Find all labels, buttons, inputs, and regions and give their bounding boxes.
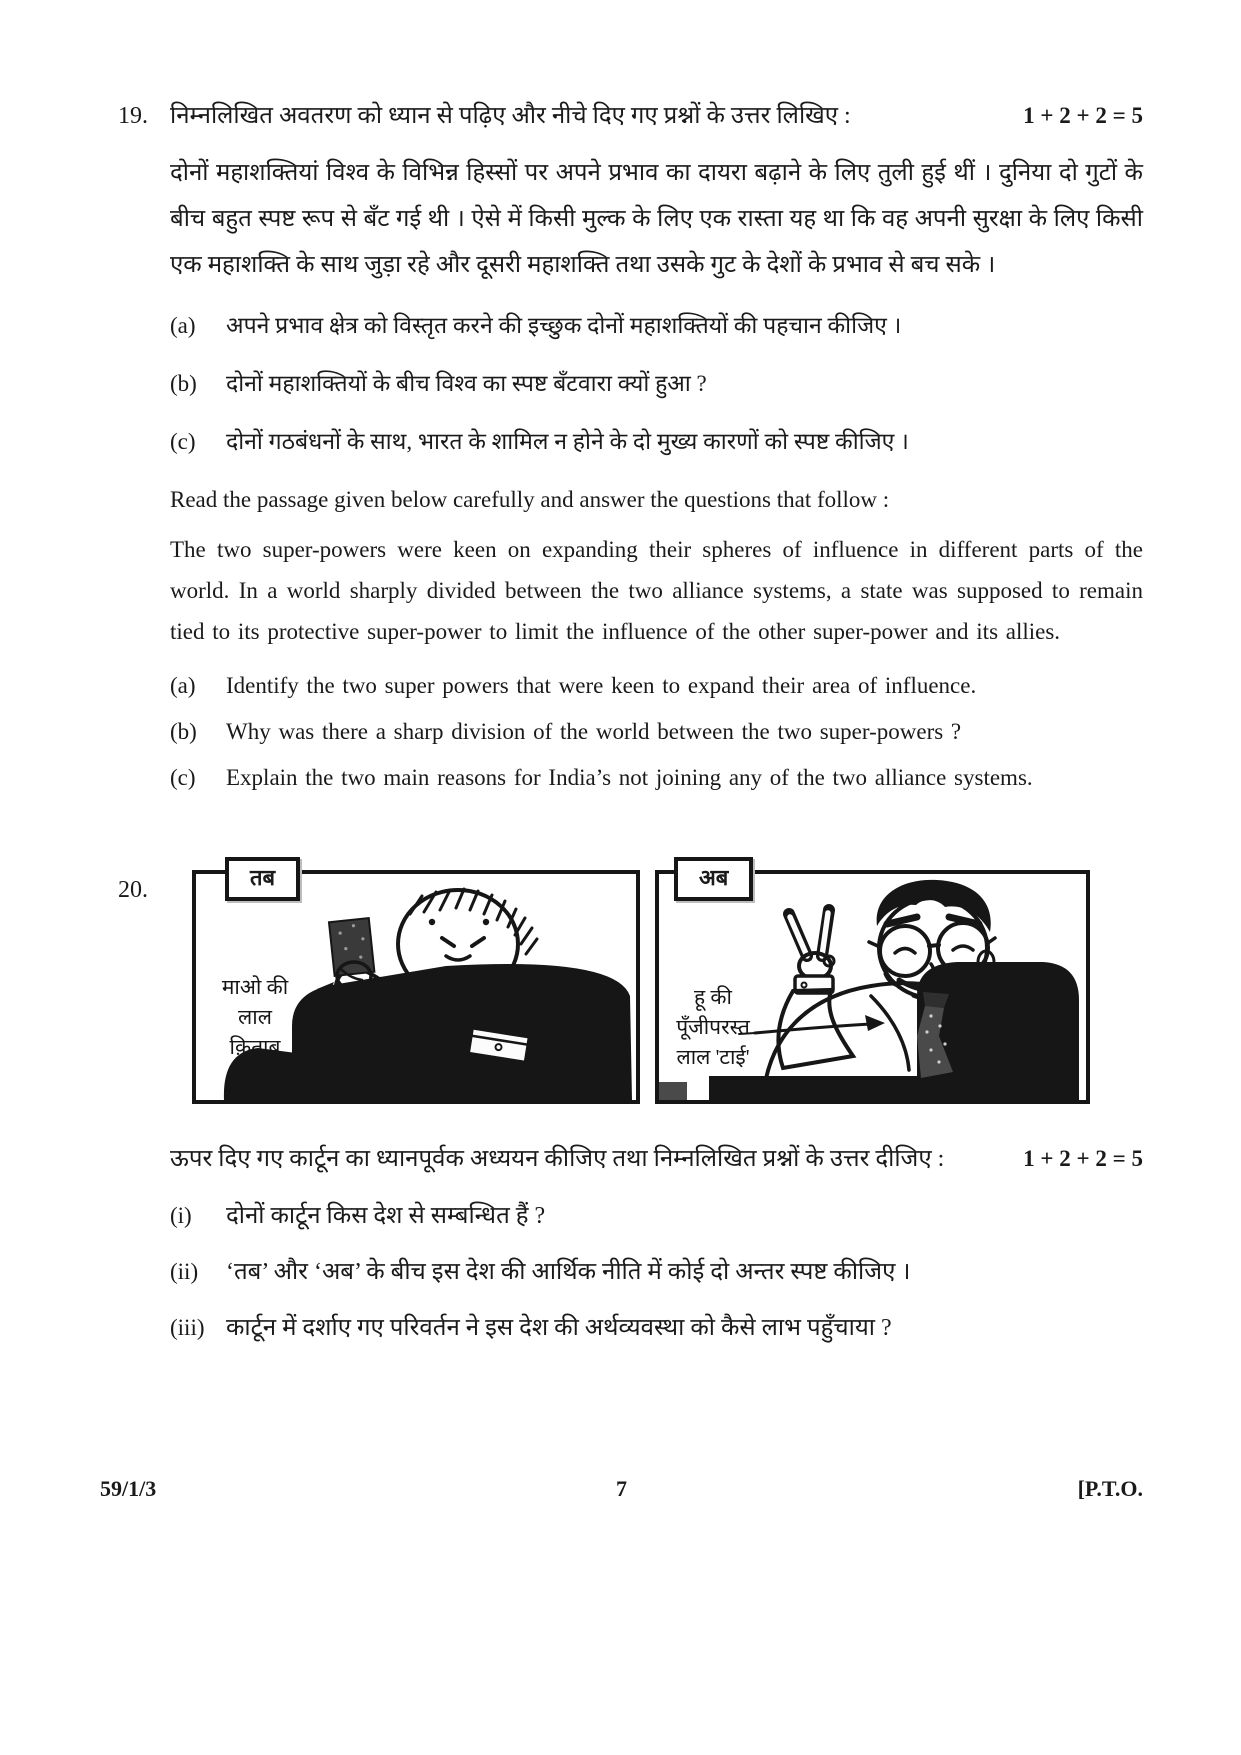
- subquestion-text: अपने प्रभाव क्षेत्र को विस्तृत करने की इच्छुक दोनों महाशक्तियों की पहचान कीजिए ।: [226, 313, 902, 338]
- paper-code: 59/1/3: [100, 1476, 157, 1501]
- q20-cartoons: [192, 865, 1090, 1104]
- q19-marks: 1 + 2 + 2 = 5: [1023, 103, 1143, 128]
- q19-number: 19.: [118, 103, 148, 129]
- cartoon-panel-now: [655, 865, 1090, 1104]
- caption-line: लाल: [238, 1005, 272, 1029]
- subquestion-text: Identify the two super powers that were keen to expand their area of influence.: [226, 673, 977, 698]
- caption-mao-red-book: [210, 972, 300, 1062]
- q19-subquestion-english-b: [170, 714, 1143, 750]
- angry-brow: [472, 938, 484, 946]
- q19-passage-english: The two super-powers were keen on expanding their spheres of influence in different parts of the world. In a world sharply divided between the two alliance systems, a state was supposed to remain tied to its protective super-power to limit the influence of the other super-power and its allies.: [170, 537, 1143, 644]
- q20-marks: 1 + 2 + 2 = 5: [1023, 1146, 1143, 1171]
- caption-line: क़िताब: [229, 1035, 281, 1059]
- pto-label: [P.T.O.: [1077, 1476, 1143, 1501]
- eye: [429, 919, 435, 925]
- q20-intro-row: [118, 1140, 1143, 1178]
- subquestion-label: (c): [170, 765, 196, 790]
- subquestion-label: (a): [170, 673, 196, 698]
- tab-now-label: अब: [674, 857, 753, 901]
- desk-corner-shape: [659, 1082, 687, 1100]
- cartoon-panel-then: [192, 865, 640, 1104]
- q20-intro-hindi: ऊपर दिए गए कार्टून का ध्यानपूर्वक अध्ययन कीजिए तथा निम्नलिखित प्रश्नों के उत्तर दीजिए :: [170, 1146, 945, 1172]
- lapel-line: [871, 996, 909, 1070]
- q19-passage-hindi: दोनों महाशक्तियां विश्व के विभिन्न हिस्सों पर अपने प्रभाव का दायरा बढ़ाने के लिए तुली हुई थीं । दुनिया दो गुटों के बीच बहुत स्पष्ट रूप से बँट गई थी । ऐसे में किसी मुल्क के लिए एक रास्ता यह था कि वह अपनी सुरक्षा के लिए किसी एक महाशक्ति के साथ जुड़ा रहे और दूसरी महाशक्ति तथा उसके गुट के देशों के प्रभाव से बच सके ।: [170, 160, 1143, 278]
- q20-subquestion-i: [170, 1198, 1143, 1234]
- q19-subquestion-hindi-a: [170, 308, 1143, 343]
- glasses-lens: [880, 926, 930, 976]
- glasses-temple: [988, 938, 995, 943]
- page-footer: [100, 1476, 1143, 1502]
- subquestion-text: कार्टून में दर्शाए गए परिवर्तन ने इस देश की अर्थव्यवस्था को कैसे लाभ पहुँचाया ?: [226, 1315, 892, 1341]
- q19-subquestion-hindi-c: [170, 424, 1143, 459]
- q20-subquestion-iii: [170, 1310, 1143, 1346]
- caption-line: पूँजीपरस्त: [676, 1015, 750, 1039]
- q19-subquestion-hindi-b: [170, 366, 1143, 401]
- subquestion-text: दोनों गठबंधनों के साथ, भारत के शामिल न होने के दो मुख्य कारणों को स्पष्ट कीजिए ।: [226, 429, 909, 454]
- subquestion-text: दोनों महाशक्तियों के बीच विश्व का स्पष्ट बँटवारा क्यों हुआ ?: [226, 371, 707, 396]
- subquestion-text: Why was there a sharp division of the world between the two super-powers ?: [226, 719, 962, 744]
- subquestion-text: ‘तब’ और ‘अब’ के बीच इस देश की आर्थिक नीति में कोई दो अन्तर स्पष्ट कीजिए ।: [226, 1259, 911, 1285]
- subquestion-label: (b): [170, 719, 197, 744]
- q20-row: [118, 865, 1143, 1104]
- subquestion-label: (b): [170, 371, 197, 396]
- annotation-arrow-icon: [755, 1024, 871, 1033]
- glasses-bridge: [929, 945, 939, 946]
- nose: [446, 956, 470, 960]
- subquestion-text: दोनों कार्टून किस देश से सम्बन्धित हैं ?: [226, 1203, 546, 1229]
- q19-intro-english: Read the passage given below carefully and answer the questions that follow :: [170, 487, 890, 512]
- caption-hu-capitalist-tie: [663, 982, 763, 1072]
- q19-subquestion-english-c: [170, 760, 1143, 796]
- caption-line: माओ की: [221, 975, 289, 999]
- caption-line: लाल 'टाई': [676, 1045, 750, 1069]
- annotation-arrowhead-icon: [865, 1015, 885, 1031]
- subquestion-text: Explain the two main reasons for India’s not joining any of the two alliance systems.: [226, 765, 1033, 790]
- subquestion-label: (i): [170, 1203, 192, 1228]
- subquestion-label: (iii): [170, 1315, 205, 1340]
- q20-subquestion-ii: [170, 1254, 1143, 1290]
- closed-eye: [895, 949, 915, 954]
- angry-brow: [442, 938, 454, 946]
- page-number: 7: [616, 1476, 627, 1501]
- q19-subquestion-english-a: [170, 668, 1143, 704]
- caption-line: हू की: [694, 985, 732, 1009]
- tab-then-label: तब: [225, 857, 300, 901]
- eye: [483, 919, 489, 925]
- subquestion-label: (c): [170, 429, 196, 454]
- subquestion-label: (ii): [170, 1259, 199, 1284]
- q19-intro-hindi: निम्नलिखित अवतरण को ध्यान से पढ़िए और नीचे दिए गए प्रश्नों के उत्तर लिखिए :: [170, 103, 851, 129]
- subquestion-label: (a): [170, 313, 196, 338]
- q20-number: 20.: [118, 877, 148, 903]
- closed-eye: [953, 946, 973, 950]
- q19-header-row: [118, 96, 1143, 136]
